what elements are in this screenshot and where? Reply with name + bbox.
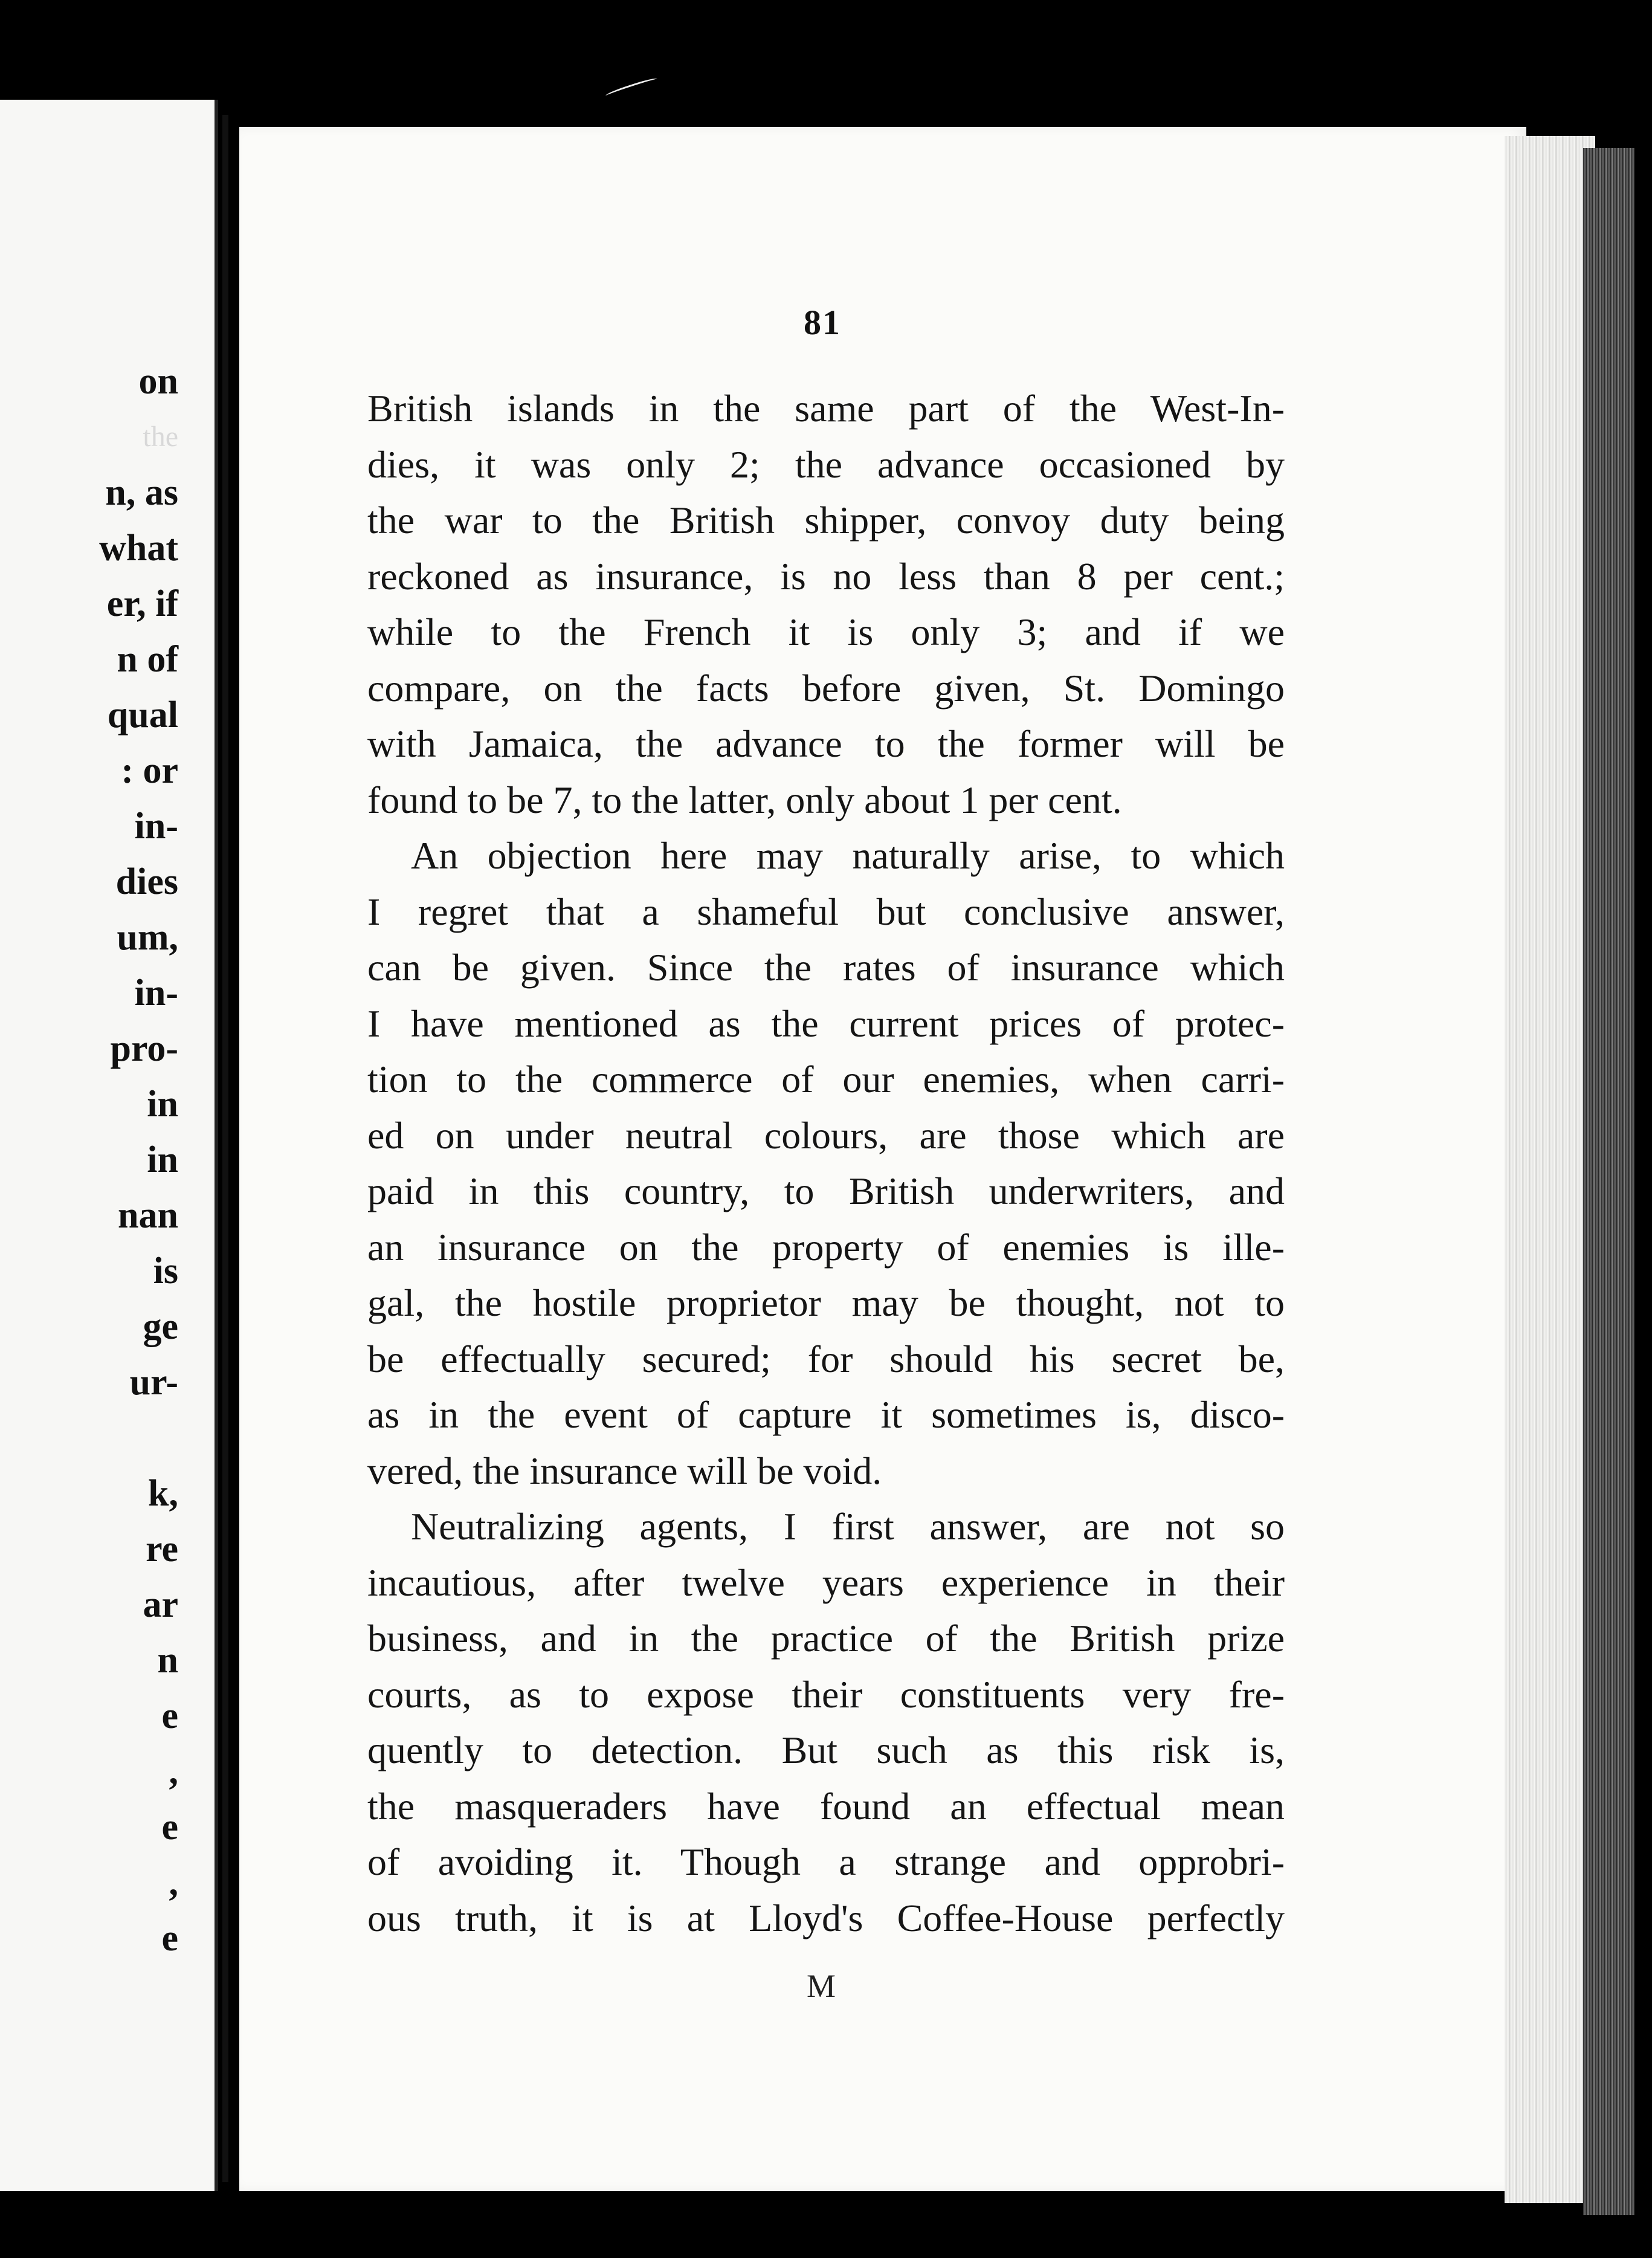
text-line: incautious, after twelve years experience in their: [367, 1561, 1285, 1604]
text-line: of avoiding it. Though a strange and opprobri-: [367, 1840, 1285, 1883]
book-gutter: [222, 115, 228, 2182]
left-fragment: e: [161, 1918, 178, 1959]
left-fragment: in-: [134, 972, 178, 1014]
left-fragment: the: [143, 421, 178, 453]
text-line: can be given. Since the rates of insurance which: [367, 946, 1285, 989]
text-line: an insurance on the property of enemies is ille-: [367, 1225, 1285, 1269]
left-fragment: dies: [115, 861, 178, 902]
left-fragment: nan: [118, 1195, 178, 1236]
body-text: [367, 381, 1285, 1946]
left-fragment: k,: [148, 1473, 178, 1514]
text-line: ous truth, it is at Lloyd's Coffee-House perfectly: [367, 1896, 1285, 1939]
left-fragment: n of: [117, 639, 178, 680]
left-fragment: qual: [107, 694, 178, 736]
text-line: British islands in the same part of the West-In-: [367, 387, 1285, 430]
left-facing-page: [0, 100, 218, 2191]
left-fragment: ,: [169, 1751, 178, 1792]
text-line: I regret that a shameful but conclusive answer,: [367, 890, 1285, 933]
text-line: I have mentioned as the current prices of protec-: [367, 1001, 1285, 1045]
left-fragment: ur-: [129, 1362, 178, 1403]
left-fragment: what: [99, 528, 178, 569]
left-fragment: um,: [117, 917, 178, 958]
left-page-text-fragments: [21, 354, 178, 1966]
text-line: quently to detection. But such as this risk is,: [367, 1729, 1285, 1771]
text-line: dies, it was only 2; the advance occasioned by: [367, 442, 1285, 486]
signature-mark: M: [807, 1968, 836, 2004]
page-edge-stack: [1505, 136, 1595, 2203]
left-fragment: in: [147, 1084, 178, 1125]
text-line: paid in this country, to British underwriters, and: [367, 1169, 1285, 1212]
paragraph-start-line: Neutralizing agents, I first answer, are not so: [411, 1505, 1285, 1548]
text-line: the masqueraders have found an effectual mean: [367, 1784, 1285, 1828]
left-fragment: in: [147, 1139, 178, 1180]
left-fragment: re: [146, 1529, 178, 1570]
left-fragment: ge: [143, 1306, 178, 1347]
left-fragment: e: [161, 1695, 178, 1736]
text-line: compare, on the facts before given, St. Domingo: [367, 666, 1285, 710]
left-fragment: ar: [143, 1584, 178, 1625]
text-line: the war to the British shipper, convoy duty being: [367, 499, 1285, 542]
left-fragment: n, as: [105, 472, 178, 513]
text-line: with Jamaica, the advance to the former will be: [367, 722, 1285, 765]
left-fragment: is: [153, 1250, 178, 1292]
page-edge-shadow: [1583, 148, 1634, 2215]
left-fragment: pro-: [110, 1028, 178, 1069]
left-fragment: [21, 1410, 178, 1466]
left-fragment: : or: [121, 750, 178, 791]
left-fragment: n: [157, 1640, 178, 1681]
left-fragment: on: [138, 361, 178, 402]
text-line: while to the French it is only 3; and if we: [367, 610, 1285, 653]
text-line: be effectually secured; for should his secret be,: [367, 1337, 1285, 1380]
text-line: ed on under neutral colours, are those which are: [367, 1113, 1285, 1157]
page-number: 81: [804, 303, 841, 342]
scan-artifact: [605, 76, 658, 98]
left-fragment: er, if: [106, 583, 178, 624]
text-line: business, and in the practice of the British prize: [367, 1617, 1285, 1660]
text-line: tion to the commerce of our enemies, when carri-: [367, 1058, 1285, 1101]
left-fragment: e: [161, 1807, 178, 1848]
text-line: reckoned as insurance, is no less than 8 per cent.;: [367, 554, 1285, 598]
text-line: vered, the insurance will be void.: [367, 1449, 882, 1492]
text-line: gal, the hostile proprietor may be thought, not to: [367, 1281, 1285, 1324]
text-line: found to be 7, to the latter, only about 1 per cent.: [367, 778, 1122, 821]
left-fragment: in-: [134, 806, 178, 847]
text-line: courts, as to expose their constituents very fre-: [367, 1672, 1285, 1716]
left-fragment: ,: [169, 1862, 178, 1903]
paragraph-start-line: An objection here may naturally arise, to which: [411, 834, 1285, 877]
text-line: as in the event of capture it sometimes is, disco-: [367, 1393, 1285, 1436]
